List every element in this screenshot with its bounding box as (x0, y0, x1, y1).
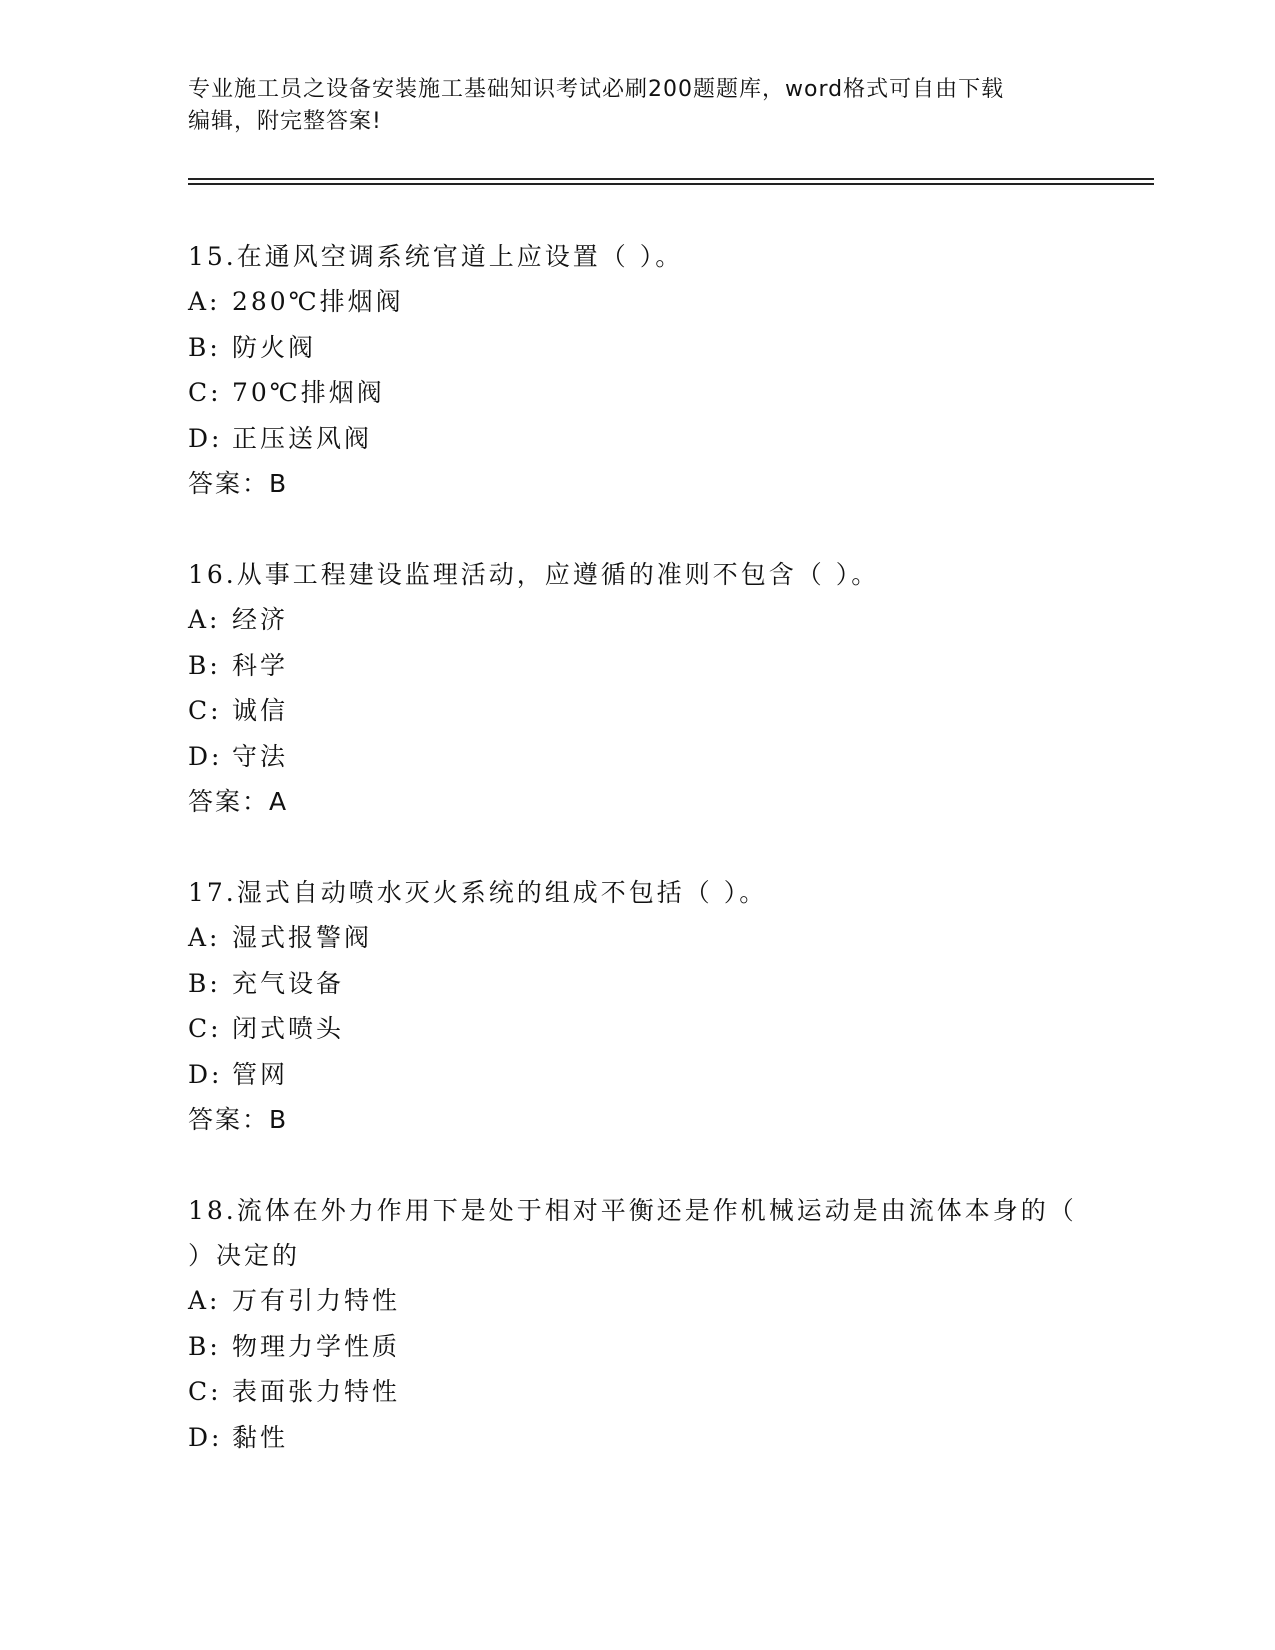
question-16 (188, 552, 1088, 825)
option-a (188, 915, 1088, 961)
option-letter: D: (188, 741, 223, 771)
option-letter: D: (188, 1422, 223, 1452)
option-text: 物理力学性质 (232, 1331, 401, 1361)
option-letter: A: (188, 287, 221, 316)
question-stem: 18.流体在外力作用下是处于相对平衡还是作机械运动是由流体本身的（ ）决定的 (188, 1196, 1077, 1270)
option-d (188, 1415, 1088, 1461)
answer-line: 答案：B (188, 469, 289, 498)
option-c (188, 370, 1088, 416)
header-line-2: 编辑，附完整答案! (188, 109, 382, 134)
option-letter: A: (188, 605, 221, 634)
option-text: 诚信 (232, 696, 289, 725)
option-letter: C: (188, 378, 222, 407)
option-text: 闭式喷头 (232, 1014, 345, 1043)
option-text: 正压送风阀 (232, 423, 373, 453)
option-letter: A: (188, 923, 221, 952)
option-letter: B: (188, 1331, 221, 1361)
option-letter: C: (188, 1377, 222, 1406)
option-text: 黏性 (232, 1422, 289, 1452)
option-letter: C: (188, 1014, 222, 1043)
option-letter: A: (188, 1286, 221, 1315)
option-b (188, 961, 1088, 1007)
option-text: 防火阀 (232, 332, 317, 362)
option-d (188, 734, 1088, 780)
option-letter: B: (188, 332, 221, 362)
option-letter: B: (188, 968, 221, 998)
answer-line: 答案：A (188, 787, 289, 816)
option-letter: C: (188, 696, 222, 725)
option-b (188, 643, 1088, 689)
option-c (188, 1006, 1088, 1052)
option-text: 湿式报警阀 (232, 923, 373, 952)
option-c (188, 1369, 1088, 1415)
option-text: 守法 (232, 741, 289, 771)
option-a (188, 1278, 1088, 1324)
option-text: 70℃排烟阀 (232, 378, 385, 407)
option-letter: D: (188, 423, 223, 453)
option-text: 充气设备 (232, 968, 345, 998)
question-15 (188, 234, 1088, 507)
header-line-1: 专业施工员之设备安装施工基础知识考试必刷200题题库，word格式可自由下载 (188, 77, 1005, 102)
header-divider-top (188, 178, 1154, 180)
option-text: 表面张力特性 (232, 1377, 401, 1406)
question-17 (188, 870, 1088, 1143)
option-d (188, 1052, 1088, 1098)
option-text: 280℃排烟阀 (232, 287, 404, 316)
question-18 (188, 1188, 1088, 1460)
option-c (188, 688, 1088, 734)
option-letter: B: (188, 650, 221, 680)
option-text: 科学 (232, 650, 289, 680)
option-d (188, 416, 1088, 462)
option-a (188, 279, 1088, 325)
document-header (188, 74, 1068, 138)
option-text: 万有引力特性 (232, 1286, 401, 1315)
option-text: 经济 (232, 605, 289, 634)
option-a (188, 597, 1088, 643)
header-divider-bottom (188, 183, 1154, 185)
answer-line: 答案：B (188, 1105, 289, 1134)
option-letter: D: (188, 1059, 223, 1089)
option-b (188, 1324, 1088, 1370)
option-b (188, 325, 1088, 371)
question-stem: 16.从事工程建设监理活动，应遵循的准则不包含（ ）。 (188, 560, 880, 589)
question-stem: 17.湿式自动喷水灭火系统的组成不包括（ ）。 (188, 878, 768, 907)
question-stem: 15.在通风空调系统官道上应设置（ ）。 (188, 242, 684, 271)
option-text: 管网 (232, 1059, 289, 1089)
